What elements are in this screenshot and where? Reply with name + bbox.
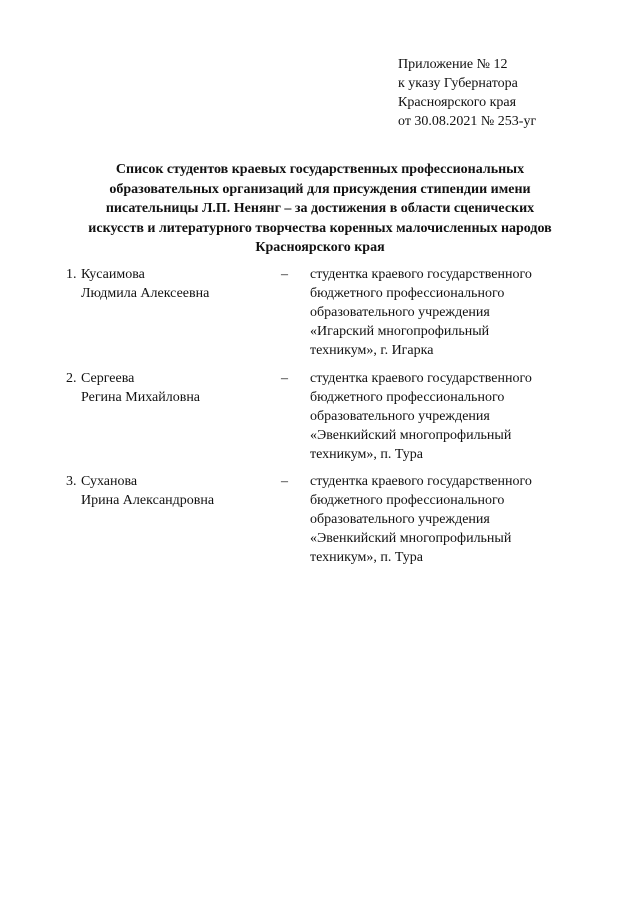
entry-dash: – — [281, 267, 288, 282]
entry-number: 2. — [66, 371, 77, 386]
description-line: «Эвенкийский многопрофильный — [310, 428, 512, 443]
appendix-line: к указу Губернатора — [398, 76, 518, 91]
document-title — [60, 160, 580, 258]
description-line: бюджетного профессионального — [310, 390, 505, 405]
description-line: студентка краевого государственного — [310, 474, 532, 489]
description-line: «Игарский многопрофильный — [310, 324, 490, 339]
description-line: техникум», г. Игарка — [310, 343, 434, 358]
student-given-names: Регина Михайловна — [81, 390, 201, 405]
description-line: техникум», п. Тура — [310, 550, 423, 565]
description-line: техникум», п. Тура — [310, 447, 423, 462]
student-given-names: Людмила Алексеевна — [81, 286, 210, 301]
appendix-line: Красноярского края — [398, 95, 517, 110]
student-name — [81, 472, 214, 510]
description-line: образовательного учреждения — [310, 512, 490, 527]
appendix-line: от 30.08.2021 № 253-уг — [398, 114, 537, 129]
description-line: «Эвенкийский многопрофильный — [310, 531, 512, 546]
student-surname: Суханова — [81, 474, 138, 489]
entry-number: 1. — [66, 267, 77, 282]
student-description — [310, 369, 532, 464]
student-surname: Кусаимова — [81, 267, 145, 282]
title-line: Красноярского края — [255, 240, 385, 255]
student-name — [81, 265, 209, 303]
student-description — [310, 472, 532, 567]
student-given-names: Ирина Александровна — [81, 493, 215, 508]
title-line: искусств и литературного творчества коренных малочисленных народов — [88, 220, 552, 236]
entry-dash: – — [281, 371, 288, 386]
description-line: студентка краевого государственного — [310, 267, 532, 282]
entry-number: 3. — [66, 474, 77, 489]
description-line: студентка краевого государственного — [310, 371, 532, 386]
appendix-header — [398, 55, 536, 131]
description-line: образовательного учреждения — [310, 409, 490, 424]
description-line: образовательного учреждения — [310, 305, 490, 320]
description-line: бюджетного профессионального — [310, 493, 505, 508]
student-description — [310, 265, 532, 360]
title-line: Список студентов краевых государственных профессиональных — [115, 162, 525, 177]
entry-dash: – — [281, 474, 288, 489]
description-line: бюджетного профессионального — [310, 286, 505, 301]
student-name — [81, 369, 200, 407]
student-surname: Сергеева — [81, 371, 135, 386]
appendix-line: Приложение № 12 — [398, 57, 508, 72]
title-line: писательницы Л.П. Ненянг – за достижения в области сценических — [105, 201, 535, 216]
title-line: образовательных организаций для присуждения стипендии имени — [109, 181, 531, 197]
